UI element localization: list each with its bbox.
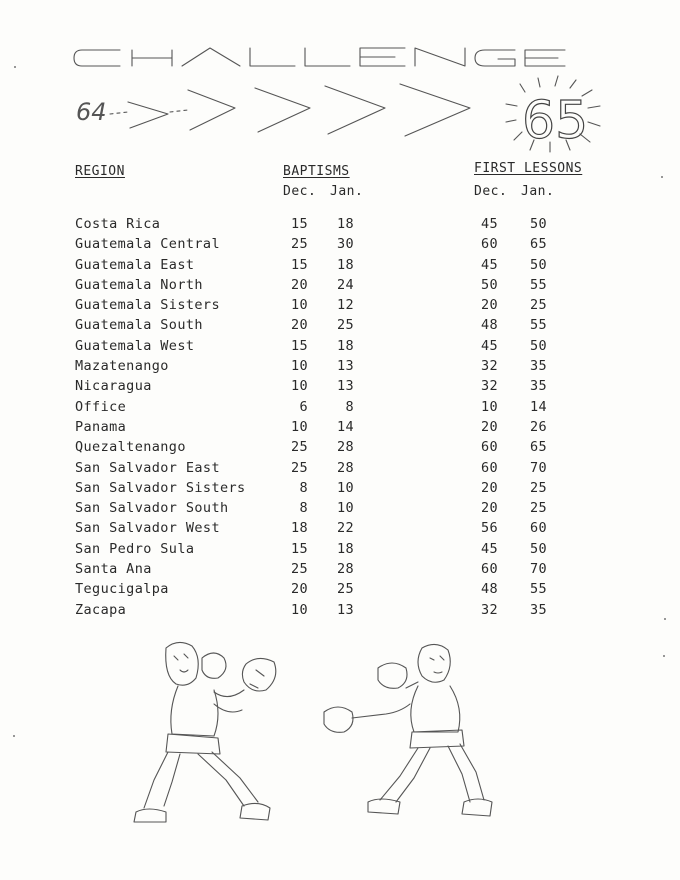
region-cell: San Salvador East (75, 459, 220, 476)
region-cell: Guatemala East (75, 256, 195, 273)
boxers-sketch (118, 630, 518, 845)
table-row (0, 541, 680, 561)
table-row (0, 257, 680, 277)
baptisms-dec-cell: 25 (290, 236, 308, 253)
scan-speck (664, 618, 666, 620)
banner-title-letters (74, 48, 565, 66)
region-cell: San Pedro Sula (75, 540, 195, 557)
table-row (0, 216, 680, 236)
region-cell: Guatemala North (75, 276, 203, 293)
first-lessons-jan-cell: 14 (529, 398, 547, 415)
region-cell: Nicaragua (75, 378, 152, 395)
first-lessons-dec-cell: 48 (480, 581, 498, 598)
table-row (0, 581, 680, 601)
baptisms-dec-cell: 15 (290, 256, 308, 273)
region-table (0, 216, 680, 622)
left-boxer-icon (134, 642, 276, 822)
first-lessons-jan-cell: 55 (529, 276, 547, 293)
region-cell: Guatemala South (75, 317, 203, 334)
region-cell: Tegucigalpa (75, 581, 169, 598)
region-cell: Guatemala West (75, 337, 195, 354)
baptisms-dec-header: Dec. (283, 184, 317, 199)
baptisms-jan-cell: 28 (336, 561, 354, 578)
first-lessons-jan-cell: 55 (529, 581, 547, 598)
baptisms-dec-cell: 6 (299, 398, 308, 415)
first-lessons-dec-cell: 32 (480, 358, 498, 375)
banner-right-year: 65 (522, 91, 589, 151)
table-row (0, 520, 680, 540)
first-lessons-dec-cell: 45 (480, 337, 498, 354)
first-lessons-jan-cell: 25 (529, 297, 547, 314)
first-lessons-jan-cell: 35 (529, 378, 547, 395)
baptisms-dec-cell: 25 (290, 561, 308, 578)
first-lessons-dec-header: Dec. (474, 184, 508, 199)
first-lessons-jan-cell: 70 (529, 459, 547, 476)
boxers-illustration (118, 630, 518, 845)
first-lessons-jan-cell: 35 (529, 358, 547, 375)
region-cell: Santa Ana (75, 561, 152, 578)
baptisms-jan-cell: 10 (336, 500, 354, 517)
table-row (0, 419, 680, 439)
first-lessons-jan-cell: 60 (529, 520, 547, 537)
first-lessons-jan-cell: 50 (529, 256, 547, 273)
scan-speck (14, 66, 16, 68)
first-lessons-dec-cell: 45 (480, 540, 498, 557)
scan-speck (663, 655, 665, 657)
region-cell: Panama (75, 418, 127, 435)
baptisms-dec-cell: 20 (290, 276, 308, 293)
baptisms-dec-cell: 15 (290, 540, 308, 557)
first-lessons-jan-cell: 65 (529, 439, 547, 456)
first-lessons-jan-cell: 70 (529, 561, 547, 578)
table-row (0, 480, 680, 500)
first-lessons-dec-cell: 60 (480, 236, 498, 253)
banner-artwork (70, 42, 630, 162)
table-row (0, 338, 680, 358)
region-cell: Office (75, 398, 127, 415)
baptisms-dec-cell: 15 (290, 216, 308, 232)
table-row (0, 500, 680, 520)
baptisms-jan-cell: 25 (336, 317, 354, 334)
table-row (0, 317, 680, 337)
table-row (0, 460, 680, 480)
baptisms-jan-cell: 30 (336, 236, 354, 253)
baptisms-jan-cell: 10 (336, 479, 354, 496)
baptisms-dec-cell: 25 (290, 459, 308, 476)
table-row (0, 378, 680, 398)
region-cell: Guatemala Sisters (75, 297, 220, 314)
first-lessons-dec-cell: 20 (480, 479, 498, 496)
table-row (0, 277, 680, 297)
first-lessons-dec-cell: 32 (480, 378, 498, 395)
banner-left-year: 64 (76, 98, 107, 126)
first-lessons-jan-cell: 26 (529, 418, 547, 435)
first-lessons-jan-cell: 50 (529, 216, 547, 232)
first-lessons-jan-cell: 25 (529, 479, 547, 496)
baptisms-jan-cell: 8 (345, 398, 354, 415)
first-lessons-dec-cell: 20 (480, 500, 498, 517)
baptisms-jan-header: Jan. (330, 184, 364, 199)
baptisms-dec-cell: 10 (290, 297, 308, 314)
banner-title-text: CHALLENGE (350, 62, 357, 63)
first-lessons-dec-cell: 50 (480, 276, 498, 293)
table-row (0, 561, 680, 581)
first-lessons-dec-cell: 48 (480, 317, 498, 334)
first-lessons-jan-cell: 25 (529, 500, 547, 517)
scan-speck (13, 735, 15, 737)
baptisms-dec-cell: 8 (299, 479, 308, 496)
baptisms-jan-cell: 18 (336, 216, 354, 232)
banner-chevrons (110, 84, 470, 136)
region-cell: San Salvador South (75, 500, 229, 517)
baptisms-dec-cell: 25 (290, 439, 308, 456)
first-lessons-dec-cell: 56 (480, 520, 498, 537)
baptisms-jan-cell: 28 (336, 439, 354, 456)
baptisms-dec-cell: 8 (299, 500, 308, 517)
first-lessons-jan-cell: 50 (529, 540, 547, 557)
first-lessons-dec-cell: 60 (480, 439, 498, 456)
baptisms-jan-cell: 14 (336, 418, 354, 435)
baptisms-dec-cell: 20 (290, 581, 308, 598)
scan-speck (661, 176, 663, 178)
region-cell: Guatemala Central (75, 236, 220, 253)
baptisms-header: BAPTISMS (283, 164, 350, 179)
baptisms-dec-cell: 15 (290, 337, 308, 354)
region-cell: Mazatenango (75, 358, 169, 375)
baptisms-jan-cell: 18 (336, 337, 354, 354)
table-row (0, 358, 680, 378)
baptisms-jan-cell: 25 (336, 581, 354, 598)
table-row (0, 399, 680, 419)
baptisms-jan-cell: 13 (336, 601, 354, 618)
region-header: REGION (75, 164, 125, 179)
baptisms-jan-cell: 28 (336, 459, 354, 476)
region-cell: Costa Rica (75, 216, 161, 232)
first-lessons-header: FIRST LESSONS (474, 161, 583, 176)
baptisms-jan-cell: 12 (336, 297, 354, 314)
first-lessons-dec-cell: 20 (480, 418, 498, 435)
first-lessons-dec-cell: 45 (480, 216, 498, 232)
region-cell: Zacapa (75, 601, 127, 618)
first-lessons-jan-cell: 50 (529, 337, 547, 354)
table-row (0, 439, 680, 459)
table-row (0, 297, 680, 317)
first-lessons-dec-cell: 60 (480, 561, 498, 578)
first-lessons-dec-cell: 10 (480, 398, 498, 415)
first-lessons-dec-cell: 45 (480, 256, 498, 273)
baptisms-jan-cell: 18 (336, 256, 354, 273)
table-row (0, 236, 680, 256)
baptisms-dec-cell: 20 (290, 317, 308, 334)
region-cell: San Salvador West (75, 520, 220, 537)
region-cell: Quezaltenango (75, 439, 186, 456)
right-boxer-icon (324, 644, 492, 816)
baptisms-dec-cell: 10 (290, 418, 308, 435)
challenge-banner (70, 42, 630, 162)
first-lessons-jan-cell: 65 (529, 236, 547, 253)
baptisms-dec-cell: 10 (290, 601, 308, 618)
baptisms-jan-cell: 13 (336, 378, 354, 395)
table-row (0, 602, 680, 622)
baptisms-jan-cell: 22 (336, 520, 354, 537)
first-lessons-jan-header: Jan. (521, 184, 555, 199)
baptisms-dec-cell: 10 (290, 378, 308, 395)
first-lessons-dec-cell: 60 (480, 459, 498, 476)
baptisms-dec-cell: 10 (290, 358, 308, 375)
first-lessons-dec-cell: 20 (480, 297, 498, 314)
baptisms-jan-cell: 18 (336, 540, 354, 557)
first-lessons-jan-cell: 35 (529, 601, 547, 618)
first-lessons-jan-cell: 55 (529, 317, 547, 334)
baptisms-jan-cell: 13 (336, 358, 354, 375)
region-cell: San Salvador Sisters (75, 479, 246, 496)
first-lessons-dec-cell: 32 (480, 601, 498, 618)
baptisms-jan-cell: 24 (336, 276, 354, 293)
baptisms-dec-cell: 18 (290, 520, 308, 537)
